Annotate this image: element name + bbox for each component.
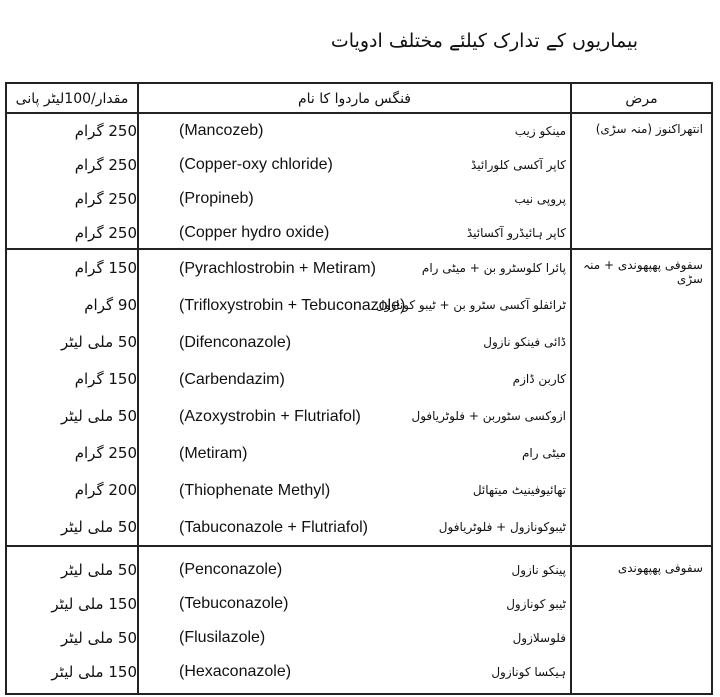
column-divider xyxy=(570,84,572,693)
fungicide-english-name: (Tabuconazole + Flutriafol) xyxy=(179,519,368,536)
dosage-amount: 200 گرام xyxy=(74,481,137,499)
dosage-amount: 250 گرام xyxy=(74,190,137,208)
dosage-amount: 50 ملی لیٹر xyxy=(60,333,137,351)
fungicide-english-name: (Penconazole) xyxy=(179,561,283,578)
fungicide-english-name: (Difenconazole) xyxy=(179,334,292,351)
dosage-amount: 250 گرام xyxy=(74,224,137,242)
fungicide-english-name: (Trifloxystrobin + Tebuconazole) xyxy=(179,297,406,314)
dosage-amount: 50 ملی لیٹر xyxy=(60,407,137,425)
header-amount: مقدار/100لیٹر پانی xyxy=(15,91,129,107)
fungicide-english-name: (Hexaconazole) xyxy=(179,663,292,680)
fungicide-urdu-name: فلوسلازول xyxy=(512,631,566,645)
column-divider xyxy=(137,84,139,693)
fungicide-urdu-name: ٹیبو کونازول xyxy=(506,597,566,611)
fungicide-english-name: (Azoxystrobin + Flutriafol) xyxy=(179,408,361,425)
fungicide-urdu-name: ٹرائفلو آکسی سٹرو بن + ٹیبو کونازول xyxy=(375,298,566,312)
fungicide-english-name: (Copper hydro oxide) xyxy=(179,224,330,241)
fungicide-english-name: (Copper-oxy chloride) xyxy=(179,156,333,173)
fungicide-urdu-name: کاپر آکسی کلورائیڈ xyxy=(471,158,566,172)
disease-name: سفوفی پھپھوندی + منہ سڑی xyxy=(583,258,703,286)
fungicide-urdu-name: پائرا کلوسٹرو بن + میٹی رام xyxy=(421,261,566,275)
fungicide-english-name: (Flusilazole) xyxy=(179,629,266,646)
page-title: بیماریوں کے تدارک کیلئے مختلف ادویات xyxy=(330,30,638,52)
dosage-amount: 150 گرام xyxy=(74,259,137,277)
fungicide-urdu-name: ڈائی فینکو نازول xyxy=(483,335,566,349)
fungicide-english-name: (Pyrachlostrobin + Metiram) xyxy=(179,260,376,277)
dosage-amount: 250 گرام xyxy=(74,122,137,140)
dosage-amount: 50 ملی لیٹر xyxy=(60,629,137,647)
dosage-amount: 50 ملی لیٹر xyxy=(60,518,137,536)
fungicide-english-name: (Tebuconazole) xyxy=(179,595,289,612)
fungicide-english-name: (Thiophenate Methyl) xyxy=(179,482,331,499)
dosage-amount: 250 گرام xyxy=(74,444,137,462)
disease-name: سفوفی پھپھوندی xyxy=(617,561,703,575)
fungicide-english-name: (Propineb) xyxy=(179,190,254,207)
dosage-amount: 90 گرام xyxy=(84,296,137,314)
header-fungicide-name: فنگس ماردوا کا نام xyxy=(297,91,412,107)
dosage-amount: 150 ملی لیٹر xyxy=(51,595,137,613)
fungicide-english-name: (Carbendazim) xyxy=(179,371,285,388)
disease-name: انتھراکنوز (منہ سڑی) xyxy=(595,122,703,136)
fungicide-urdu-name: کاپر ہائیڈرو آکسائیڈ xyxy=(466,226,566,240)
fungicide-urdu-name: ازوکسی سٹوربن + فلوٹریافول xyxy=(411,409,566,423)
fungicide-urdu-name: پینکو نازول xyxy=(511,563,566,577)
fungicide-urdu-name: تھائیوفینیٹ میتھائل xyxy=(472,483,566,497)
fungicide-urdu-name: ٹیبوکونازول + فلوٹریافول xyxy=(438,520,566,534)
fungicide-urdu-name: مینکو زیب xyxy=(514,124,566,138)
fungicide-urdu-name: کاربن ڈازم xyxy=(512,372,566,386)
fungicide-urdu-name: پروپی نیب xyxy=(514,192,566,206)
dosage-amount: 250 گرام xyxy=(74,156,137,174)
dosage-amount: 50 ملی لیٹر xyxy=(60,561,137,579)
fungicide-table xyxy=(5,82,713,695)
fungicide-english-name: (Metiram) xyxy=(179,445,248,462)
fungicide-urdu-name: میٹی رام xyxy=(521,446,566,460)
dosage-amount: 150 گرام xyxy=(74,370,137,388)
fungicide-urdu-name: ہیکسا کونازول xyxy=(491,665,566,679)
fungicide-english-name: (Mancozeb) xyxy=(179,122,264,139)
dosage-amount: 150 ملی لیٹر xyxy=(51,663,137,681)
header-disease: مرض xyxy=(625,91,658,107)
